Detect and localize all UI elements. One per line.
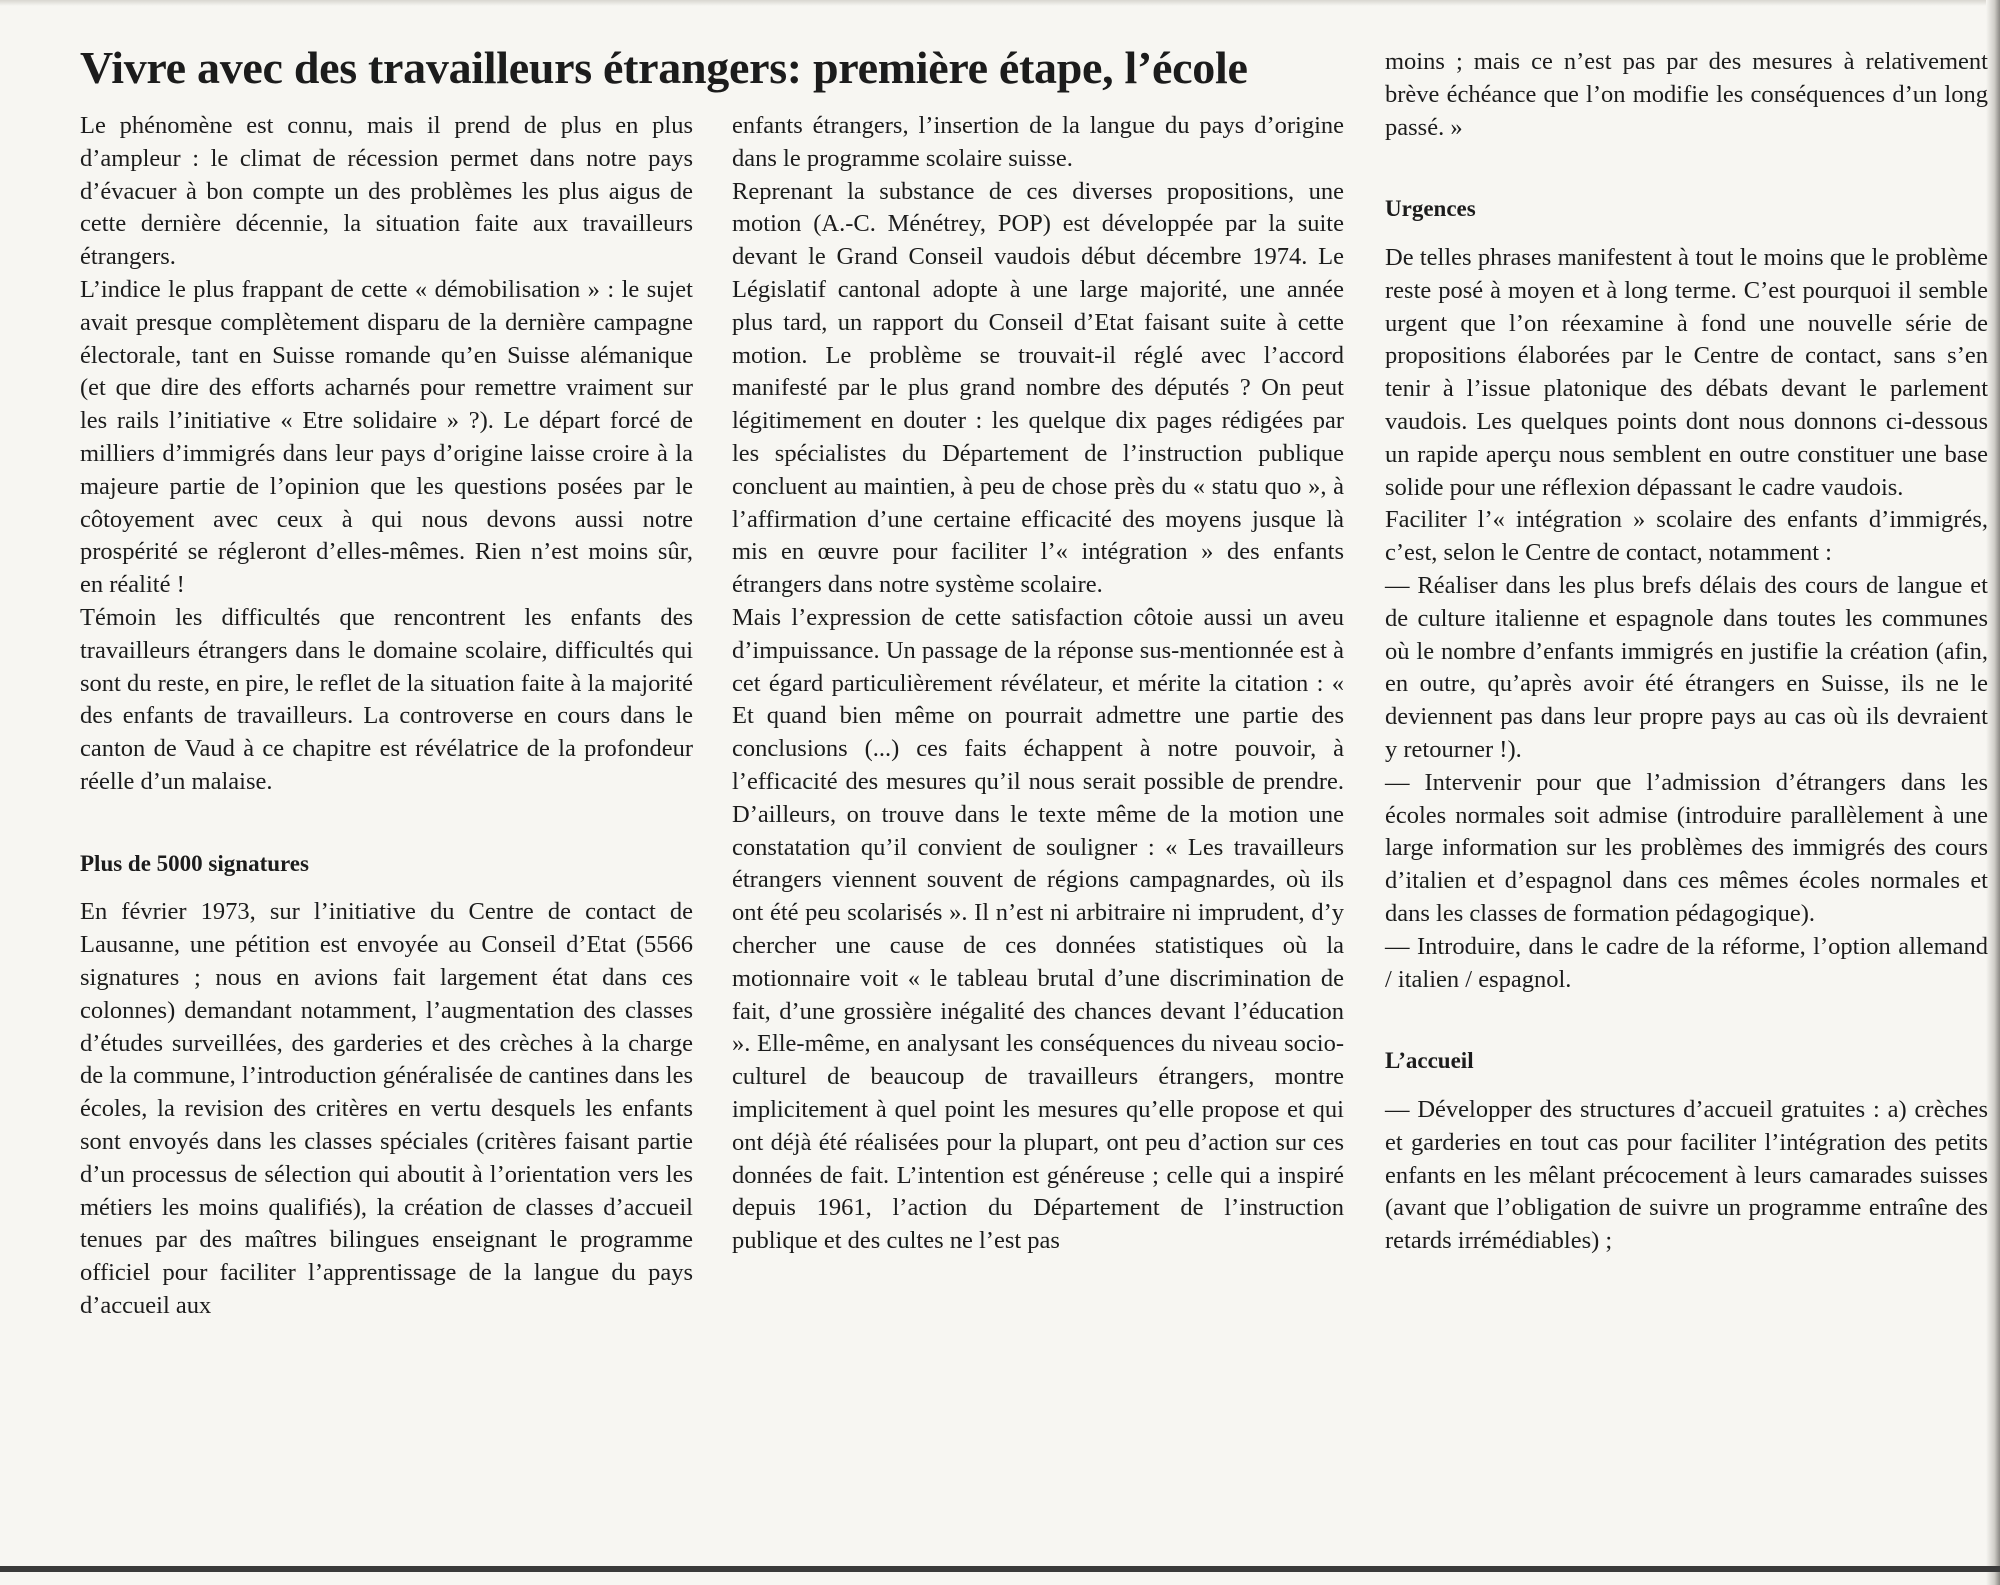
paragraph: Reprenant la substance de ces diverses propositions, une motion (A.-C. Ménétrey, POP) est développée par la suite devant le Grand Conseil vaudois début décembre 1974. Le Législatif cantonal adopte à une large majorité, une année plus tard, un rapport du Conseil d’Etat faisant suite à cette motion. Le problème se trouvait-il réglé avec l’accord manifesté par le plus grand nombre des députés ? On peut légitimement en douter : les quelque dix pages rédigées par les spécialistes du Département de l’instruction publique concluent au maintien, à peu de chose près du « statu quo », à l’affirmation d’une certaine efficacité des moyens jusque là mis en œuvre pour faciliter l’« intégration » des enfants étrangers dans notre système scolaire. xyxy=(732,177,1344,599)
paragraph: De telles phrases manifestent à tout le moins que le problème reste posé à moyen et à long terme. C’est pourquoi il semble urgent que l’on réexamine à fond une nouvelle série de propositions élaborées par le Centre de contact, sans s’en tenir à l’issue platonique des débats devant le parlement vaudois. Les quelques points dont nous donnons ci-dessous un rapide aperçu nous semblent en outre constituer une base solide pour une réflexion dépassant le cadre vaudois. xyxy=(1385,243,1988,501)
paragraph: En février 1973, sur l’initiative du Centre de contact de Lausanne, une pétition est envoyée au Conseil d’Etat (5566 signatures ; nous en avions fait largement état dans ces colonnes) demandant notamment, l’augmentation des classes d’études surveillées, des garderies et des crèches à la charge de la commune, l’introduction généralisée de cantines dans les écoles, la revision des critères en vertu desquels les enfants sont envoyés dans les classes spéciales (critères faisant partie d’un processus de sélection qui aboutit à l’orientation vers les métiers les moins qualifiés), la création de classes d’accueil tenues par des maîtres bilingues enseignant le programme officiel pour faciliter l’apprentissage de la langue du pays d’accueil aux xyxy=(80,898,693,1319)
scan-edge-top xyxy=(0,0,2000,6)
list-item: — Réaliser dans les plus brefs délais des cours de langue et de culture italienne et espagnole dans toutes les communes où le nombre d’enfants immigrés en justifie la création (afin, en outre, qu’après avoir été étrangers en Suisse, ils ne le deviennent pas dans leur propre pays au cas où ils devraient y retourner !). xyxy=(1385,571,1988,763)
paragraph: L’indice le plus frappant de cette « démobilisation » : le sujet avait presque complètement disparu de la dernière campagne électorale, tant en Suisse romande qu’en Suisse alémanique (et que dire des efforts acharnés pour remettre vraiment sur les rails l’initiative « Etre solidaire » ?). Le départ forcé de milliers d’immigrés dans leur pays d’origine laisse croire à la majeure partie de l’opinion que les questions posées par le côtoyement avec ceux à qui nous devons aussi notre prospérité se régleront d’elles-mêmes. Rien n’est moins sûr, en réalité ! xyxy=(80,275,693,599)
section-heading: Plus de 5000 signatures xyxy=(80,850,309,876)
paragraph: Le phénomène est connu, mais il prend de plus en plus d’ampleur : le climat de récession permet dans notre pays d’évacuer à bon compte un des problèmes les plus aigus de cette dernière décennie, la situation faite aux travailleurs étrangers. xyxy=(80,112,693,271)
article-headline: Vivre avec des travailleurs étrangers: première étape, l’école xyxy=(80,42,1248,93)
section-heading: Urgences xyxy=(1385,196,1476,222)
scan-edge-right xyxy=(1986,0,2000,1585)
list-item: — Introduire, dans le cadre de la réforme, l’option allemand / italien / espagnol. xyxy=(1385,932,1988,993)
column-1 xyxy=(80,110,693,1323)
paragraph: Faciliter l’« intégration » scolaire des enfants d’immigrés, c’est, selon le Centre de contact, notamment : xyxy=(1385,506,1988,567)
section-heading: L’accueil xyxy=(1385,1048,1474,1074)
column-3 xyxy=(1385,46,1988,1258)
column-2 xyxy=(732,110,1344,1258)
paragraph: Mais l’expression de cette satisfaction côtoie aussi un aveu d’impuissance. Un passage de la réponse sus-mentionnée est à cet égard particulièrement révélateur, et mérite la citation : « Et quand bien même on pourrait admettre une partie des conclusions (...) ces faits échappent à notre pouvoir, à l’efficacité des mesures qu’il nous serait possible de prendre. D’ailleurs, on trouve dans le texte même de la motion une constatation qu’il convient de souligner : « Les travailleurs étrangers viennent souvent de régions campagnardes, où ils ont été peu scolarisés ». Il n’est ni arbitraire ni imprudent, d’y chercher une cause de ces données statistiques où la motionnaire voit « le tableau brutal d’une discrimination de fait, d’une grossière inégalité des chances devant l’éducation ». Elle-même, en analysant les conséquences du niveau socio-culturel de beaucoup de travailleurs étrangers, montre implicitement à quel point les mesures qu’elle propose et qui ont déjà été réalisées pour la plupart, ont peu d’action sur ces données de fait. L’intention est généreuse ; celle qui a inspiré depuis 1961, l’action du Département de l’instruction publique et des cultes ne l’est pas xyxy=(732,603,1344,1255)
paragraph: Témoin les difficultés que rencontrent les enfants des travailleurs étrangers dans le domaine scolaire, difficultés qui sont du reste, en pire, le reflet de la situation faite à la majorité des enfants de travailleurs. La controverse en cours dans le canton de Vaud à ce chapitre est révélatrice de la profondeur réelle d’un malaise. xyxy=(80,603,693,795)
paragraph: moins ; mais ce n’est pas par des mesures à relativement brève échéance que l’on modifie les conséquences d’un long passé. » xyxy=(1385,48,1988,141)
scan-edge-bottom xyxy=(0,1566,2000,1572)
list-item: — Intervenir pour que l’admission d’étrangers dans les écoles normales soit admise (introduire parallèlement à une large information sur les problèmes des immigrés des cours d’italien et d’espagnol dans ces mêmes écoles normales et dans les classes de formation pédagogique). xyxy=(1385,768,1988,927)
list-item: — Développer des structures d’accueil gratuites : a) crèches et garderies en tout cas pour faciliter l’intégration des petits enfants en les mêlant précocement à leurs camarades suisses (avant que l’obligation de suivre un programme entraîne des retards irrémédiables) ; xyxy=(1385,1095,1988,1255)
paragraph: enfants étrangers, l’insertion de la langue du pays d’origine dans le programme scolaire suisse. xyxy=(732,112,1344,172)
